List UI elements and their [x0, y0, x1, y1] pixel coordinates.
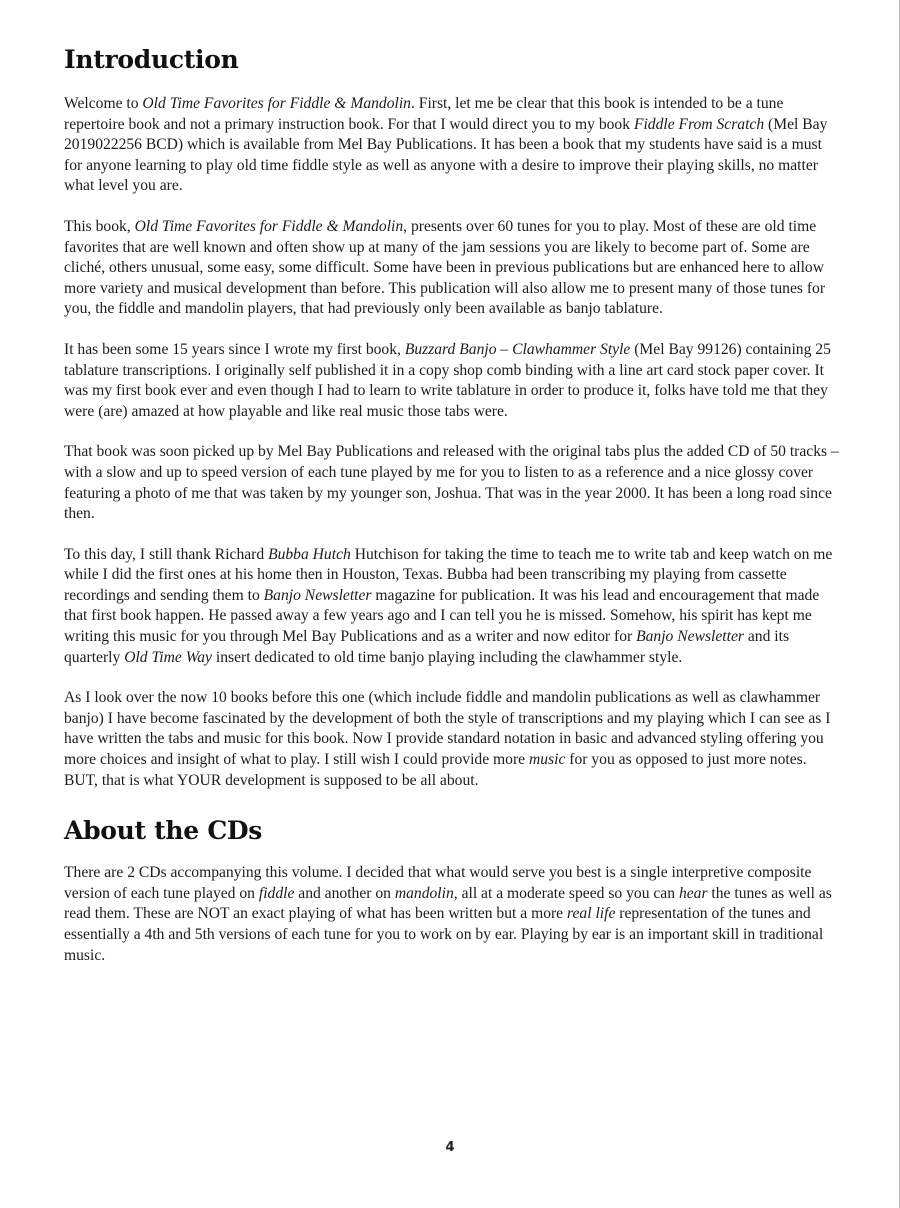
- paragraph-welcome: [64, 94, 839, 197]
- paragraph-mel-bay: [64, 442, 839, 524]
- text-span: There are 2 CDs accompanying this volume. I decided that what would serve you best is a single interpretive composite version of each tune played on: [64, 864, 812, 902]
- text-span: This book,: [64, 217, 135, 235]
- text-span: (Mel Bay 2019022256 BCD) which is available from Mel Bay Publications. It has been a book that my students have said is a must for anyone learning to play old time fiddle style as well as anyone with a desire to improve their playing skills, no matter what level you are.: [64, 115, 828, 195]
- magazine-title-italic: Banjo Newsletter: [636, 628, 744, 646]
- nickname-italic: Bubba Hutch: [268, 545, 351, 563]
- text-span: for you as opposed to just more notes. BUT, that is what YOUR development is supposed to be all about.: [64, 751, 807, 789]
- about-cds-heading: About the CDs: [64, 816, 263, 846]
- text-span: Welcome to: [64, 95, 143, 112]
- book-title-italic: Fiddle From Scratch: [633, 115, 765, 133]
- introduction-heading: Introduction: [64, 45, 239, 74]
- text-span: magazine for publication. It was his lead and encouragement that made that first book happen. He passed away a few years ago and I can tell you he is missed. Somehow, his spirit has kept me writing this music for you through Mel Bay Publications and as a writer and now editor for: [64, 586, 820, 646]
- page-number: 4: [445, 1140, 455, 1155]
- magazine-title-italic: Banjo Newsletter: [263, 586, 372, 604]
- text-span: representation of the tunes and essentially a 4th and 5th versions of each tune for you to work on by ear. Playing by ear is an important skill in traditional music.: [64, 905, 824, 964]
- paragraph-cds: [64, 863, 839, 966]
- emphasis-italic: fiddle: [258, 884, 295, 902]
- insert-title-italic: Old Time Way: [124, 648, 212, 666]
- book-title-italic: Old Time Favorites for Fiddle & Mandolin: [142, 95, 411, 112]
- paragraph-bubba-hutch: [64, 545, 839, 669]
- book-title-italic: Old Time Favorites for Fiddle & Mandolin: [134, 217, 404, 235]
- text-span: Hutchison for taking the time to teach me to write tab and keep watch on me while I did the first ones at his home then in Houston, Texas. Bubba had been transcribing my playing from cassette recordings and sending them to: [64, 545, 833, 604]
- book-title-italic: Buzzard Banjo – Clawhammer Style: [404, 340, 631, 358]
- paragraph-this-book: [64, 217, 839, 320]
- text-span: , presents over 60 tunes for you to play. Most of these are old time favorites that are well known and often show up at many of the jam sessions you are likely to become part of. Some are cliché, others unusual, some easy, some difficult. Some have been in previous publications but are enhanced here to allow more variety and musical development than before. This publication will also allow me to present many of those tunes for you, the fiddle and mandolin players, that had previously only been available as banjo tablature.: [64, 217, 826, 318]
- text-span: and another on: [294, 884, 395, 902]
- text-span: It has been some 15 years since I wrote my first book,: [64, 340, 405, 358]
- paragraph-ten-books: [64, 688, 839, 791]
- paragraph-first-book: [64, 340, 839, 422]
- emphasis-italic: hear: [678, 884, 708, 902]
- emphasis-italic: mandolin: [394, 884, 454, 902]
- text-span: and its quarterly: [64, 628, 790, 666]
- text-span: As I look over the now 10 books before this one (which include fiddle and mandolin publications as well as clawhammer banjo) I have become fascinated by the development of both the style of transcriptions and my playing which I can see as I have written the tabs and music for this book. Now I provide standard notation in basic and advanced styling offering you more choices and insight of what to play. I still wish I could provide more: [64, 689, 831, 769]
- text-span: That book was soon picked up by Mel Bay Publications and released with the original tabs plus the added CD of 50 tracks – with a slow and up to speed version of each tune played by me for you to listen to as a reference and a nice glossy cover featuring a photo of me that was taken by my younger son, Joshua. That was in the year 2000. It has been a long road since then.: [64, 443, 839, 523]
- text-span: , all at a moderate speed so you can: [453, 884, 679, 902]
- text-span: insert dedicated to old time banjo playing including the clawhammer style.: [211, 648, 683, 666]
- text-span: . First, let me be clear that this book is intended to be a tune repertoire book and not a primary instruction book. For that I would direct you to my book: [64, 95, 784, 133]
- text-span: (Mel Bay 99126) containing 25 tablature transcriptions. I originally self published it in a copy shop comb binding with a line art card stock paper cover. It was my first book ever and even though I had to learn to write tablature in order to produce it, folks have told me that they were (are) amazed at how playable and like real music those tabs were.: [64, 340, 831, 420]
- text-span: the tunes as well as read them. These are NOT an exact playing of what has been written but a more: [64, 884, 832, 923]
- text-span: To this day, I still thank Richard: [64, 545, 269, 563]
- emphasis-italic: real life: [567, 905, 616, 923]
- page-content: [64, 44, 839, 986]
- emphasis-italic: music: [528, 751, 566, 769]
